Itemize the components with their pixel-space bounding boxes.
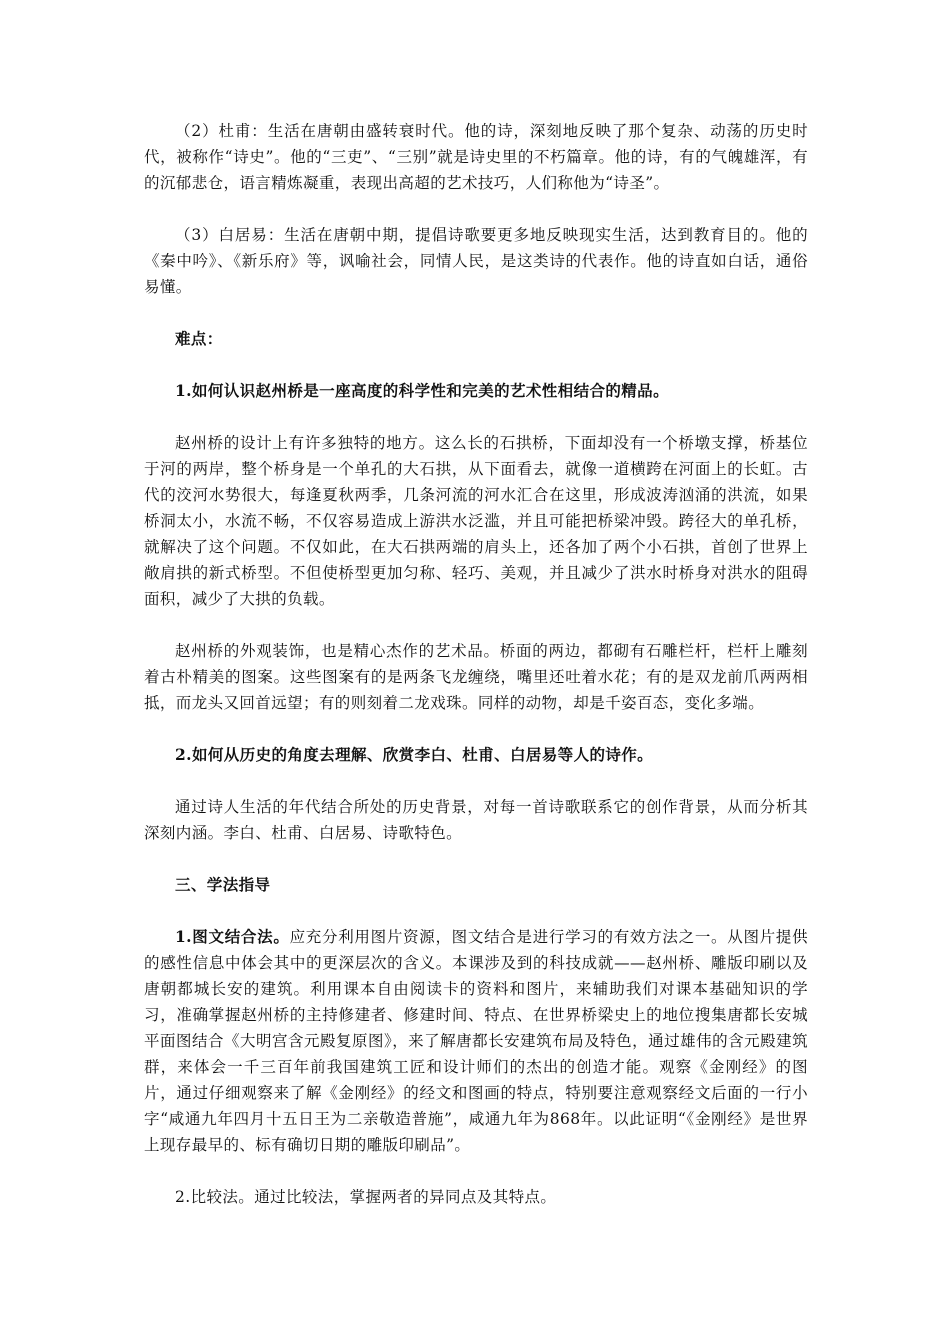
- heading-study-method: 三、学法指导: [175, 875, 271, 894]
- heading-nandian: 难点：: [175, 329, 223, 348]
- paragraph-zhaozhou-design: 赵州桥的设计上有许多独特的地方。这么长的石拱桥，下面却没有一个桥墩支撑，桥基位于河的两岸，整个桥身是一个单孔的大石拱，从下面看去，就像一道横跨在河面上的长虹。古代的洨河水势很大，每逢夏秋两季，几条河流的河水汇合在这里，形成波涛汹涌的洪流，如果桥洞太小，水流不畅，不仅容易造成上游洪水泛滥，并且可能把桥梁冲毁。跨径大的单孔桥，就解决了这个问题。不仅如此，在大石拱两端的肩头上，还各加了两个小石拱，首创了世界上敞肩拱的新式桥型。不但使桥型更加匀称、轻巧、美观，并且减少了洪水时桥身对洪水的阻碍面积，减少了大拱的负载。: [144, 434, 808, 608]
- method-1-title: 1.图文结合法。: [175, 927, 290, 946]
- paragraph-history: 通过诗人生活的年代结合所处的历史背景，对每一首诗歌联系它的创作背景，从而分析其深刻内涵。李白、杜甫、白居易、诗歌特色。: [144, 798, 808, 842]
- paragraph-dufu: （2）杜甫：生活在唐朝由盛转衰时代。他的诗，深刻地反映了那个复杂、动荡的历史时代，被称作“诗史”。他的“三吏”、“三别”就是诗史里的不朽篇章。他的诗，有的气魄雄浑，有的沉郁悲仓，语言精炼凝重，表现出高超的艺术技巧，人们称他为“诗圣”。: [144, 122, 808, 192]
- paragraph-baijuyi: （3）白居易：生活在唐朝中期，提倡诗歌要更多地反映现实生活，达到教育目的。他的《秦中吟》、《新乐府》等，讽喻社会，同情人民，是这类诗的代表作。他的诗直如白话，通俗易懂。: [144, 226, 808, 296]
- heading-difficulty-2: 2.如何从历史的角度去理解、欣赏李白、杜甫、白居易等人的诗作。: [175, 745, 654, 764]
- paragraph-method-1: [144, 924, 808, 1158]
- paragraph-method-2: 2.比较法。通过比较法，掌握两者的异同点及其特点。: [175, 1188, 557, 1206]
- heading-difficulty-1: 1.如何认识赵州桥是一座高度的科学性和完美的艺术性相结合的精品。: [175, 381, 669, 400]
- document-page: [144, 118, 808, 1236]
- method-1-body: 应充分利用图片资源，图文结合是进行学习的有效方法之一。从图片提供的感性信息中体会其中的更深层次的含义。本课涉及到的科技成就——赵州桥、雕版印刷以及唐朝都城长安的建筑。利用课本自由阅读卡的资料和图片，来辅助我们对课本基础知识的学习，准确掌握赵州桥的主持修建者、修建时间、特点、在世界桥梁史上的地位搜集唐都长安城平面图结合《大明宫含元殿复原图》，来了解唐都长安建筑布局及特色，通过雄伟的含元殿建筑群，来体会一千三百年前我国建筑工匠和设计师们的杰出的创造才能。观察《金刚经》的图片，通过仔细观察来了解《金刚经》的经文和图画的特点，特别要注意观察经文后面的一行小字“咸通九年四月十五日王为二亲敬造普施”，咸通九年为868年。以此证明“《金刚经》是世界上现存最早的、标有确切日期的雕版印刷品”。: [144, 928, 808, 1154]
- paragraph-zhaozhou-decoration: 赵州桥的外观装饰，也是精心杰作的艺术品。桥面的两边，都砌有石雕栏杆，栏杆上雕刻着古朴精美的图案。这些图案有的是两条飞龙缠绕，嘴里还吐着水花；有的是双龙前爪两两相抵，而龙头又回首远望；有的则刻着二龙戏珠。同样的动物，却是千姿百态，变化多端。: [144, 642, 808, 712]
